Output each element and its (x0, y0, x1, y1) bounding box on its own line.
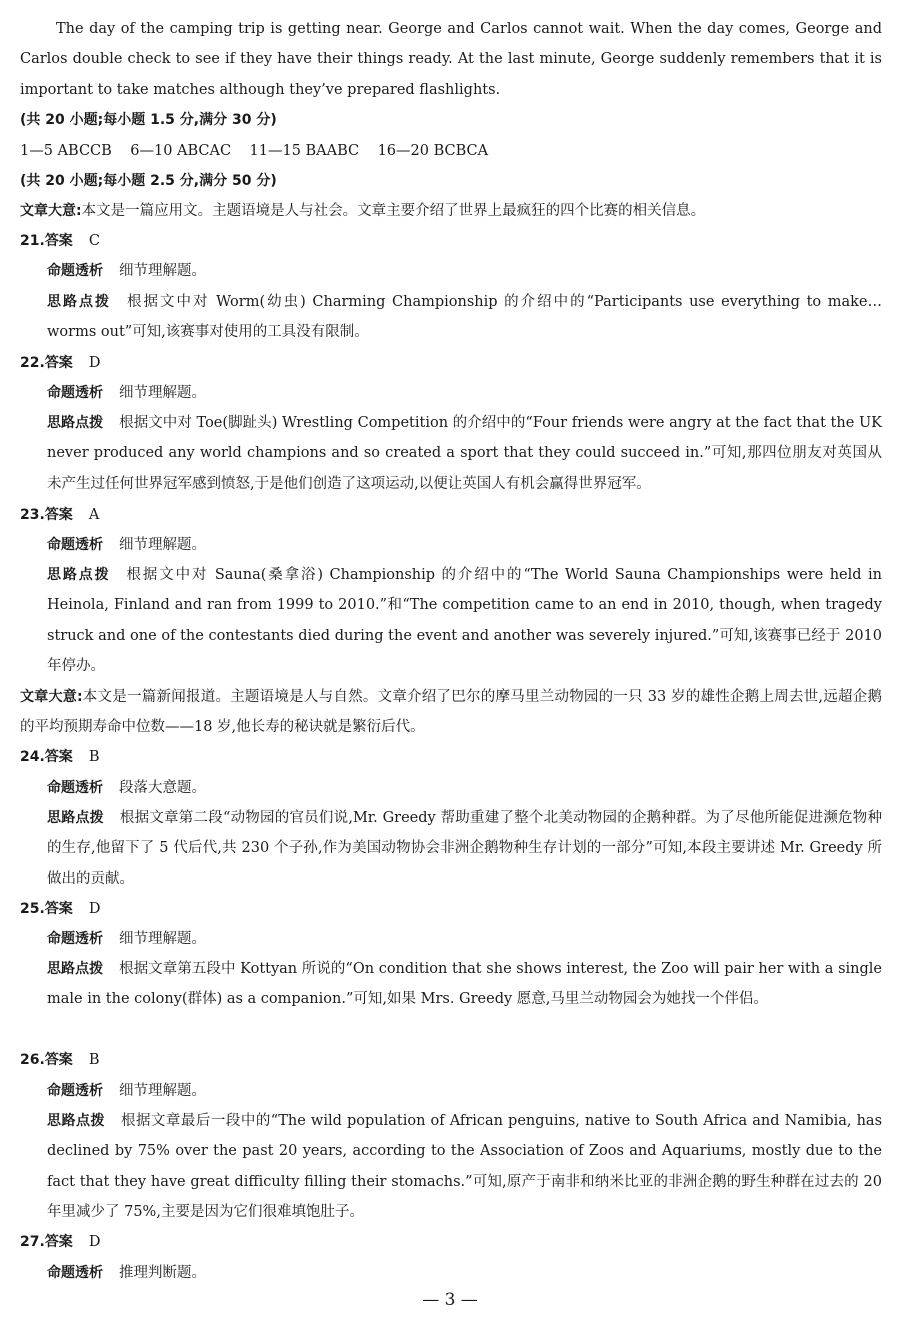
thinking-label: 思路点拨 (47, 961, 104, 977)
section2-header: (共 20 小题;每小题 2.5 分,满分 50 分) (20, 173, 277, 189)
thinking-label: 思路点拨 (47, 294, 112, 310)
analysis-label: 命题透析 (47, 1265, 103, 1281)
question-22-thinking (47, 408, 882, 499)
section1-header: (共 20 小题;每小题 1.5 分,满分 30 分) (20, 112, 277, 128)
thinking-text: 根据文章第二段“动物园的官员们说,Mr. Greedy 帮助重建了整个北美动物园的企鹅种群。为了尽他所能促进濒危物种的生存,他留下了 5 代后代,共 230 个子孙,作为美国动物协会非洲企鹅物种生存计划的一部分”可知,本段主要讲述 Mr. Greedy 所做出的贡献。 (47, 810, 882, 887)
thinking-label: 思路点拨 (47, 567, 111, 583)
question-number: 24. (20, 749, 45, 765)
intro-paragraph: The day of the camping trip is getting near. George and Carlos cannot wait. When the day comes, George and Carlos double check to see if they have their things ready. At the last minute, George suddenly remembers that it is important to take matches although they’ve prepared flashlights. (20, 21, 882, 98)
analysis-text: 细节理解题。 (119, 1083, 206, 1099)
answer-letter: C (88, 233, 100, 249)
answer-letter: D (88, 355, 101, 371)
answer-letter: A (88, 507, 100, 523)
thinking-label: 思路点拨 (47, 1113, 105, 1129)
question-25-thinking (47, 954, 882, 1015)
question-25-analysis (47, 924, 882, 954)
question-number: 23. (20, 507, 45, 523)
analysis-text: 细节理解题。 (119, 263, 206, 279)
question-26-analysis (47, 1076, 882, 1106)
answer-label: 答案 (44, 355, 73, 371)
thinking-text: 根据文中对 Worm(幼虫) Charming Championship 的介绍中的“Participants use everything to make… worms out”可知,该赛事对使用的工具没有限制。 (47, 294, 883, 341)
answer-letter: D (88, 1234, 101, 1250)
answer-letter: B (88, 1052, 100, 1068)
question-22-answer (20, 348, 100, 378)
question-25-answer (20, 894, 100, 924)
question-26-thinking (47, 1106, 882, 1227)
answer-label: 答案 (44, 1234, 73, 1250)
question-23-thinking (47, 560, 882, 681)
question-24-analysis (47, 773, 882, 803)
question-23-answer (20, 500, 99, 530)
analysis-label: 命题透析 (47, 263, 103, 279)
question-24-thinking (47, 803, 882, 894)
analysis-text: 细节理解题。 (119, 931, 206, 947)
question-21-analysis (47, 256, 882, 286)
question-21-thinking (47, 287, 882, 348)
question-21-answer (20, 226, 100, 256)
answer-letter: D (88, 901, 101, 917)
question-24-answer (20, 742, 99, 772)
answer-label: 答案 (44, 507, 73, 523)
answer-label: 答案 (44, 749, 73, 765)
summary-text: 本文是一篇应用文。主题语境是人与社会。文章主要介绍了世界上最疯狂的四个比赛的相关信息。 (81, 203, 706, 219)
question-27-answer (20, 1227, 100, 1257)
question-22-analysis (47, 378, 882, 408)
answer-letter: B (88, 749, 100, 765)
thinking-text: 根据文章第五段中 Kottyan 所说的“On condition that she shows interest, the Zoo will pair her with a single male in the colony(群体) as a companion.”可知,如果 Mrs. Greedy 愿意,马里兰动物园会为她找一个伴侣。 (47, 961, 883, 1008)
question-number: 27. (20, 1234, 45, 1250)
analysis-text: 细节理解题。 (119, 385, 206, 401)
thinking-label: 思路点拨 (47, 810, 104, 826)
analysis-label: 命题透析 (47, 1083, 103, 1099)
analysis-text: 推理判断题。 (119, 1265, 206, 1281)
analysis-label: 命题透析 (47, 931, 103, 947)
analysis-text: 细节理解题。 (119, 537, 206, 553)
summary-label: 文章大意: (20, 689, 83, 705)
question-number: 22. (20, 355, 45, 371)
question-27-analysis (47, 1258, 882, 1288)
question-number: 21. (20, 233, 45, 249)
thinking-label: 思路点拨 (47, 415, 104, 431)
summary-2 (20, 682, 882, 743)
answer-label: 答案 (44, 1052, 73, 1068)
question-number: 25. (20, 901, 45, 917)
question-26-answer (20, 1045, 99, 1075)
section1-answers: 1—5 ABCCB 6—10 ABCAC 11—15 BAABC 16—20 BCBCA (20, 143, 489, 159)
answer-label: 答案 (44, 233, 73, 249)
analysis-label: 命题透析 (47, 537, 103, 553)
thinking-text: 根据文章最后一段中的“The wild population of African penguins, native to South Africa and Namibia, has declined by 75% over the past 20 years, according to the Association of Zoos and Aquariums, mostly due to the fact that they have great difficulty filling their stomachs.”可知,原产于南非和纳米比亚的非洲企鹅的野生种群在过去的 20 年里减少了 75%,主要是因为它们很难填饱肚子。 (47, 1113, 883, 1220)
page-number: — 3 — (422, 1290, 478, 1310)
answer-label: 答案 (44, 901, 73, 917)
analysis-label: 命题透析 (47, 385, 103, 401)
summary-1 (20, 196, 882, 226)
analysis-label: 命题透析 (47, 780, 103, 796)
question-number: 26. (20, 1052, 45, 1068)
analysis-text: 段落大意题。 (119, 780, 206, 796)
question-23-analysis (47, 530, 882, 560)
thinking-text: 根据文中对 Sauna(桑拿浴) Championship 的介绍中的“The World Sauna Championships were held in Heinola, Finland and ran from 1999 to 2010.”和“The competition came to an end in 2010, though, when tragedy struck and one of the contestants died during the event and another was severely injured.”可知,该赛事已经于 2010 年停办。 (47, 567, 883, 674)
summary-label: 文章大意: (20, 203, 82, 219)
thinking-text: 根据文中对 Toe(脚趾头) Wrestling Competition 的介绍中的“Four friends were angry at the fact that the UK never produced any world champions and so created a sport that they could succeed in.”可知,那四位朋友对英国从未产生过任何世界冠军感到愤怒,于是他们创造了这项运动,以便让英国人有机会赢得世界冠军。 (47, 415, 883, 492)
summary-text: 本文是一篇新闻报道。主题语境是人与自然。文章介绍了巴尔的摩马里兰动物园的一只 33 岁的雄性企鹅上周去世,远超企鹅的平均预期寿命中位数——18 岁,他长寿的秘诀就是繁衍后代。 (20, 689, 882, 736)
